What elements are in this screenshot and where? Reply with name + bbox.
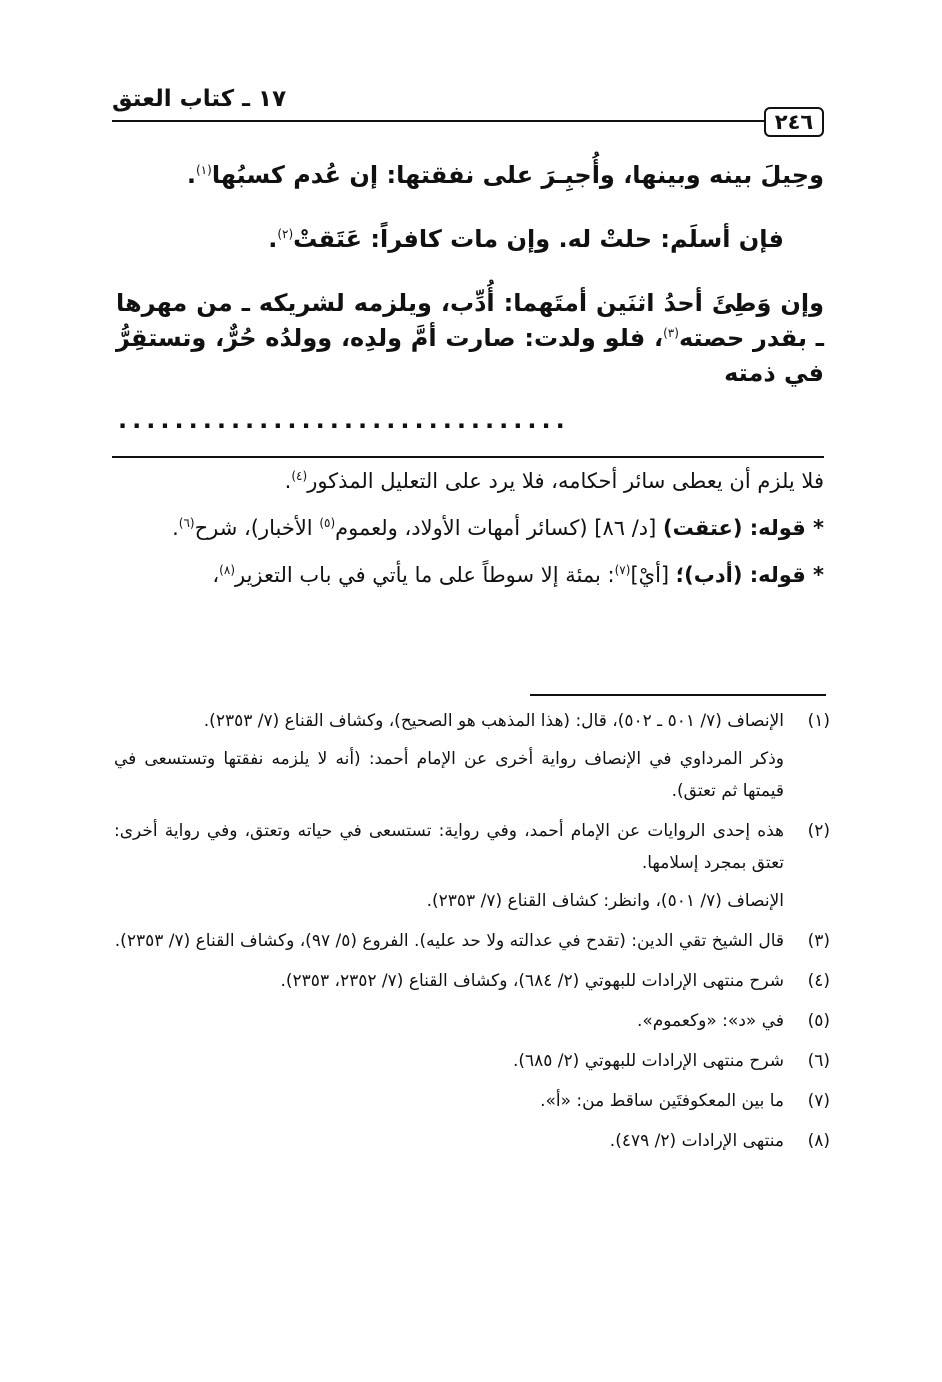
footnote-1 <box>114 705 830 807</box>
running-title: ١٧ ـ كتاب العتق <box>112 86 287 112</box>
sharh-paragraph: * قوله: (عتقت) [د/ ٨٦] (كسائر أمهات الأولاد، ولعموم$^{(٥)}$ الأخبار)، شرح$^{(٦)}$. <box>172 516 824 540</box>
sharh-text <box>112 462 824 594</box>
footnote-ref[interactable]: (٢) <box>277 227 294 241</box>
matn-paragraph: وإن وَطِئَ أحدُ اثنَين أمتَهما: أُدِّب، ويلزمه لشريكه ـ من مهرها ـ بقدر حصته$^{(٣)}$، فلو ولدت: صارت أمَّ ولدِه، وولدُه حُرٌّ، وتستقِرُّ في ذمته <box>116 289 824 387</box>
footnote-extra: وذكر المرداوي في الإنصاف رواية أخرى عن الإمام أحمد: (أنه لا يلزمه نفقتها وتستسعى في قيمتها ثم تعتق). <box>114 749 784 801</box>
footnote-4 <box>114 965 830 997</box>
manuscript-ref: [د/ ٨٦] <box>594 516 657 540</box>
footnote-number: (٦) <box>807 1051 830 1071</box>
footnote-number: (٥) <box>807 1011 830 1031</box>
sharh-paragraph: * قوله: (أدب)؛ [أيْ]$^{(٧)}$: بمئة إلا سوطاً على ما يأتي في باب التعزير$^{(٨)}$، <box>212 563 824 587</box>
footnote-text: منتهى الإرادات (٢/ ٤٧٩). <box>609 1131 784 1151</box>
footnote-7 <box>114 1085 830 1117</box>
footnotes <box>114 705 830 1165</box>
footnote-ref[interactable]: (٦) <box>178 516 195 530</box>
footnote-number: (٤) <box>807 971 830 991</box>
sharh-paragraph: فلا يلزم أن يعطى سائر أحكامه، فلا يرد على التعليل المذكور$^{(٤)}$. <box>284 469 824 493</box>
footnote-8 <box>114 1125 830 1157</box>
footnote-text: الإنصاف (٧/ ٥٠١ ـ ٥٠٢)، قال: (هذا المذهب هو الصحيح)، وكشاف القناع (٧/ ٢٣٥٣). <box>203 711 784 731</box>
sharh-lead: * قوله: (أدب)؛ <box>675 563 824 587</box>
footnote-separator <box>530 694 826 696</box>
footnote-ref[interactable]: (١) <box>195 163 212 177</box>
continuation-dots: ................................ <box>118 406 570 434</box>
footnote-number: (٨) <box>807 1131 830 1151</box>
matn-paragraph: وحِيلَ بينه وبينها، وأُجبِـرَ على نفقتها: إن عُدم كسبُها$^{(١)}$. <box>186 161 824 189</box>
footnote-3 <box>114 925 830 957</box>
footnote-ref[interactable]: (٥) <box>319 516 336 530</box>
matn-paragraph: فإن أسلَم: حلتْ له. وإن مات كافراً: عَتَقتْ$^{(٢)}$. <box>268 225 784 253</box>
footnote-ref[interactable]: (٣) <box>663 326 679 340</box>
footnote-text: قال الشيخ تقي الدين: (تقدح في عدالته ولا حد عليه). الفروع (٥/ ٩٧)، وكشاف القناع (٧/ ٢٣٥٣). <box>114 931 784 951</box>
sharh-separator <box>112 456 824 458</box>
footnote-6 <box>114 1045 830 1077</box>
footnote-5 <box>114 1005 830 1037</box>
page-number: ٢٤٦ <box>764 107 824 137</box>
footnote-number: (٣) <box>807 931 830 951</box>
sharh-lead: * قوله: (عتقت) <box>663 516 824 540</box>
footnote-ref[interactable]: (٧) <box>614 563 631 577</box>
footnote-ref[interactable]: (٤) <box>291 469 308 483</box>
footnote-extra: الإنصاف (٧/ ٥٠١)، وانظر: كشاف القناع (٧/ ٢٣٥٣). <box>426 891 784 911</box>
matn-text <box>116 158 824 391</box>
footnote-text: في «د»: «وكعموم». <box>636 1011 784 1031</box>
header-rule <box>112 120 764 122</box>
footnote-number: (١) <box>807 711 830 731</box>
footnote-number: (٧) <box>807 1091 830 1111</box>
footnote-2 <box>114 815 830 917</box>
footnote-text: هذه إحدى الروايات عن الإمام أحمد، وفي رواية: تستسعى في حياته وتعتق، وفي رواية أخرى: تعتق بمجرد إسلامها. <box>114 821 784 873</box>
footnote-text: شرح منتهى الإرادات للبهوتي (٢/ ٦٨٤)، وكشاف القناع (٧/ ٢٣٥٢، ٢٣٥٣). <box>280 971 784 991</box>
footnote-ref[interactable]: (٨) <box>219 563 235 577</box>
footnote-text: ما بين المعكوفتَين ساقط من: «أ». <box>540 1091 784 1111</box>
footnote-text: شرح منتهى الإرادات للبهوتي (٢/ ٦٨٥). <box>512 1051 784 1071</box>
footnote-number: (٢) <box>807 821 830 841</box>
